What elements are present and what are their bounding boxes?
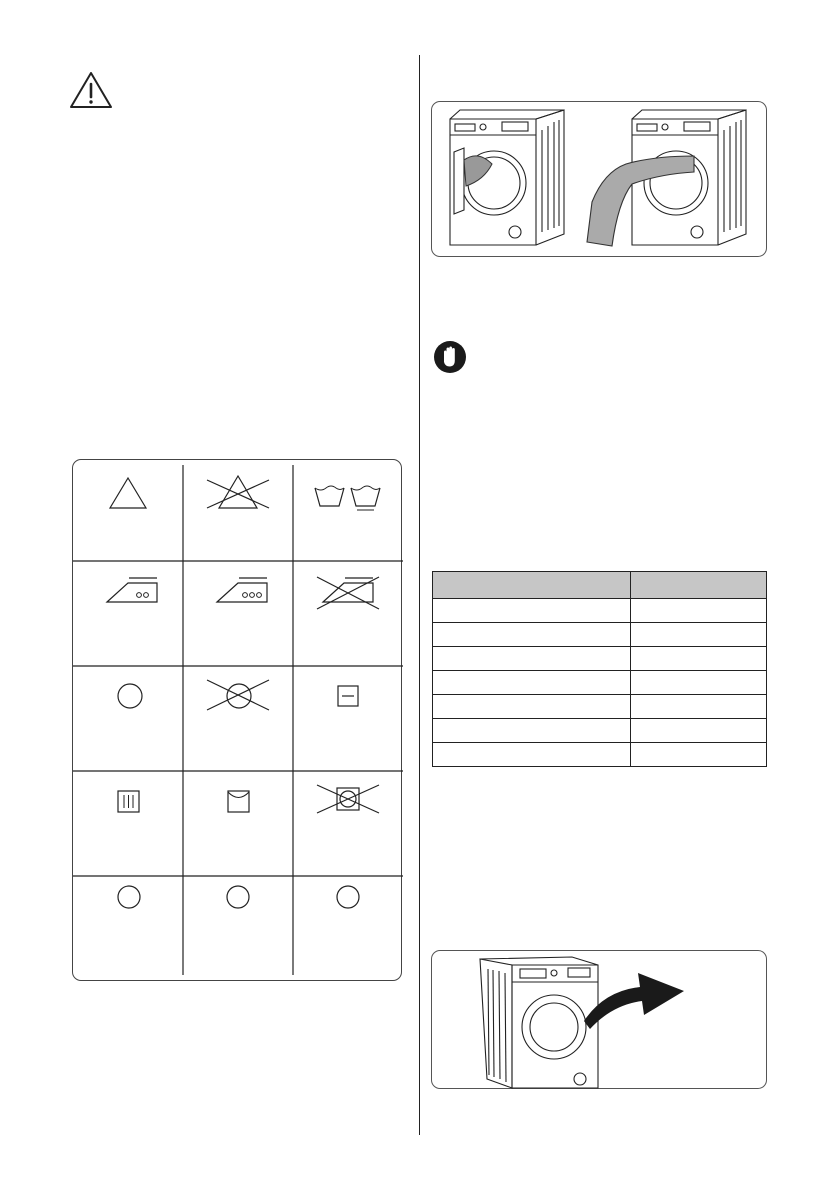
warning-triangle-icon <box>68 70 114 110</box>
care-symbols-panel <box>72 459 402 981</box>
care-cell-15 <box>293 880 403 983</box>
iron-high-temperature-icon <box>183 565 293 665</box>
care-cell-4 <box>73 565 183 668</box>
care-cell-5 <box>183 565 293 668</box>
spec-table <box>432 571 767 767</box>
table-cell <box>433 743 631 767</box>
table-cell <box>631 647 767 671</box>
circle-icon <box>183 880 293 980</box>
do-not-tumble-dry-icon <box>293 775 403 875</box>
iron-medium-temperature-icon <box>73 565 183 665</box>
table-row <box>433 647 767 671</box>
dry-flat-icon <box>293 670 403 770</box>
washing-machine-door-open-illustration <box>431 950 767 1089</box>
table-cell <box>433 671 631 695</box>
circle-icon <box>293 880 403 980</box>
care-cell-11 <box>183 775 293 878</box>
table-cell <box>631 743 767 767</box>
table-row <box>433 671 767 695</box>
table-cell <box>433 599 631 623</box>
table-cell <box>433 623 631 647</box>
table-cell <box>433 647 631 671</box>
washing-machine-loading-laundry-illustration <box>431 101 767 257</box>
table-cell <box>631 599 767 623</box>
care-cell-6 <box>293 565 403 668</box>
care-cell-2 <box>183 460 293 563</box>
care-cell-14 <box>183 880 293 983</box>
table-row <box>433 695 767 719</box>
care-cell-9 <box>293 670 403 773</box>
table-header-row <box>433 572 767 599</box>
table-row <box>433 623 767 647</box>
care-cell-12 <box>293 775 403 878</box>
care-cell-10 <box>73 775 183 878</box>
table-row <box>433 719 767 743</box>
table-row <box>433 743 767 767</box>
do-not-dry-clean-icon <box>183 670 293 770</box>
table-header-cell <box>433 572 631 599</box>
column-divider <box>419 55 420 1135</box>
table-cell <box>631 671 767 695</box>
care-cell-13 <box>73 880 183 983</box>
circle-icon <box>73 880 183 980</box>
table-header-cell <box>631 572 767 599</box>
table-row <box>433 599 767 623</box>
dry-clean-icon <box>73 670 183 770</box>
stop-hand-icon <box>433 340 467 374</box>
care-cell-3 <box>293 460 403 563</box>
line-dry-icon <box>183 775 293 875</box>
table-cell <box>631 623 767 647</box>
table-cell <box>631 695 767 719</box>
wash-tub-icon <box>293 460 403 560</box>
table-cell <box>433 695 631 719</box>
table-cell <box>631 719 767 743</box>
drip-dry-icon <box>73 775 183 875</box>
care-cell-7 <box>73 670 183 773</box>
do-not-iron-icon <box>293 565 403 665</box>
do-not-bleach-icon <box>183 460 293 560</box>
care-cell-1 <box>73 460 183 563</box>
table-cell <box>433 719 631 743</box>
bleach-allowed-icon <box>73 460 183 560</box>
care-cell-8 <box>183 670 293 773</box>
